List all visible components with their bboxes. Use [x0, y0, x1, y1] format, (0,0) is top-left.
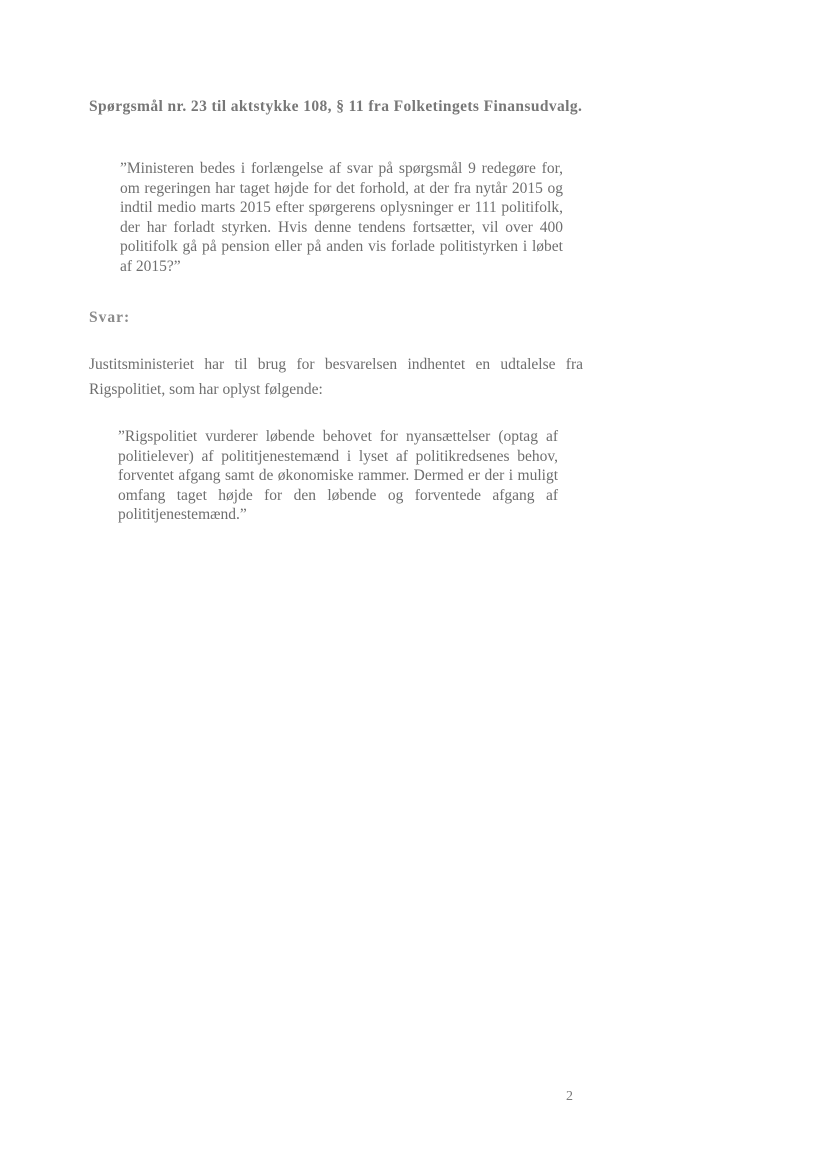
answer-label: Svar: — [89, 309, 131, 326]
question-quote: ”Ministeren bedes i forlængelse af svar på spørgsmål 9 redegøre for, om regeringen har taget højde for det forhold, at der fra nytår 2015 og indtil medio marts 2015 efter spørgerens oplysninger er 111 politifolk, der har forladt styrken. Hvis denne tendens fortsætter, vil over 400 politifolk gå på pension eller på anden vis forlade politistyrken i løbet af 2015?” — [120, 160, 563, 275]
answer-intro: Justitsministeriet har til brug for besvarelsen indhentet en udtalelse fra Rigspolitiet, som har oplyst følgende: — [89, 356, 583, 398]
question-heading: Spørgsmål nr. 23 til aktstykke 108, § 11 fra Folketingets Finansudvalg. — [89, 98, 583, 115]
answer-quote: ”Rigspolitiet vurderer løbende behovet for nyansættelser (optag af politielever) af polititjenestemænd i lyset af politikredsenes behov, forventet afgang samt de økonomiske rammer. Dermed er der i muligt omfang taget højde for den løbende og forventede afgang af polititjenestemænd.” — [118, 428, 558, 524]
page-number: 2 — [566, 1089, 573, 1104]
